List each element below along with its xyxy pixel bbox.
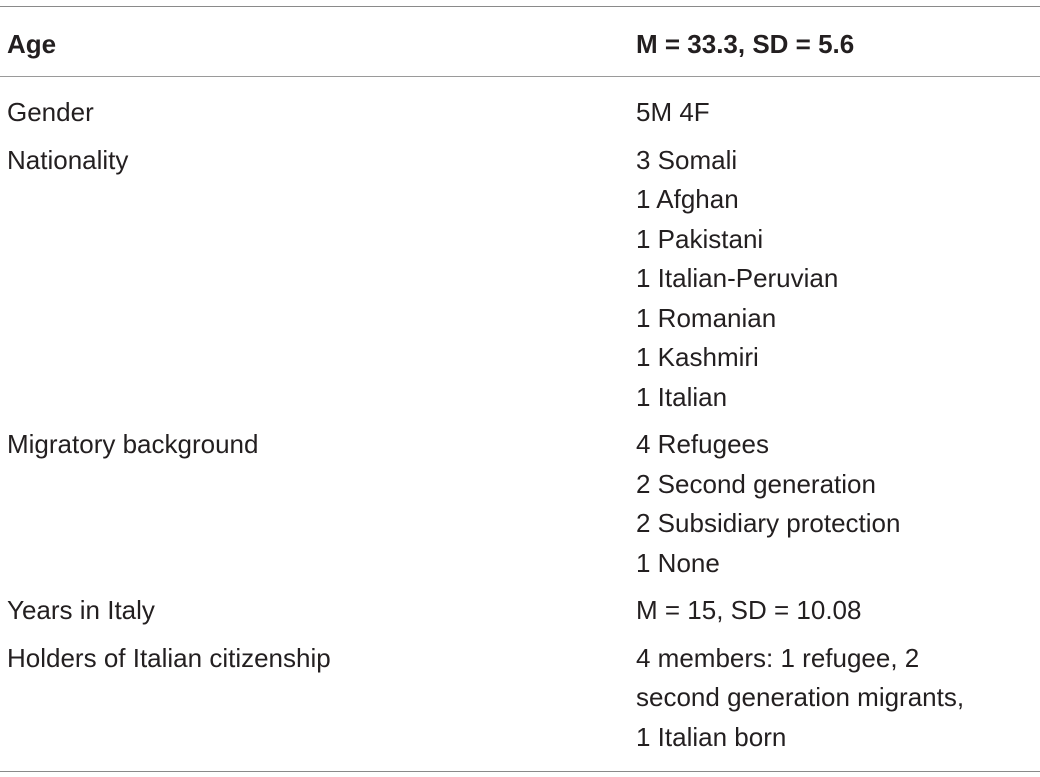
row-value: 1 Romanian bbox=[636, 302, 777, 333]
header-age-value: M = 33.3, SD = 5.6 bbox=[636, 29, 855, 59]
table-row-nationality bbox=[0, 141, 1040, 418]
row-value: 4 members: 1 refugee, 2 bbox=[636, 642, 920, 673]
row-value: 1 Pakistani bbox=[636, 223, 764, 254]
row-value: 5M 4F bbox=[636, 97, 710, 127]
row-values bbox=[636, 591, 1040, 631]
row-value: 1 Afghan bbox=[636, 184, 739, 214]
table-body bbox=[0, 93, 1040, 765]
row-value: 1 Italian born bbox=[636, 721, 787, 752]
table-row-years-in-italy bbox=[0, 591, 1040, 631]
row-value: 1 Italian-Peruvian bbox=[636, 263, 839, 293]
table-row-gender bbox=[0, 93, 1040, 133]
table-bottom-rule bbox=[0, 771, 1040, 772]
row-value: M = 15, SD = 10.08 bbox=[636, 595, 862, 625]
row-value: 4 Refugees bbox=[636, 429, 769, 459]
header-age-label: Age bbox=[7, 29, 57, 59]
row-value: second generation migrants, bbox=[636, 682, 965, 712]
row-values bbox=[636, 93, 1040, 133]
row-value: 1 Italian bbox=[636, 381, 728, 412]
row-values bbox=[636, 425, 1040, 583]
row-value: 2 Subsidiary protection bbox=[636, 508, 901, 538]
table-header-row bbox=[0, 6, 1040, 76]
row-value: 3 Somali bbox=[636, 144, 738, 175]
row-label: Years in Italy bbox=[7, 595, 155, 625]
table-row-migratory-background bbox=[0, 425, 1040, 583]
row-values bbox=[636, 141, 1040, 418]
row-label: Holders of Italian citizenship bbox=[7, 642, 331, 673]
table-header-rule bbox=[0, 76, 1040, 77]
row-label: Nationality bbox=[7, 144, 129, 175]
row-value: 2 Second generation bbox=[636, 468, 876, 499]
table-row-italian-citizenship bbox=[0, 639, 1040, 758]
row-value: 1 Kashmiri bbox=[636, 342, 759, 372]
row-label: Gender bbox=[7, 97, 94, 127]
row-values bbox=[636, 639, 1040, 758]
row-value: 1 None bbox=[636, 547, 720, 578]
row-label: Migratory background bbox=[7, 429, 259, 459]
